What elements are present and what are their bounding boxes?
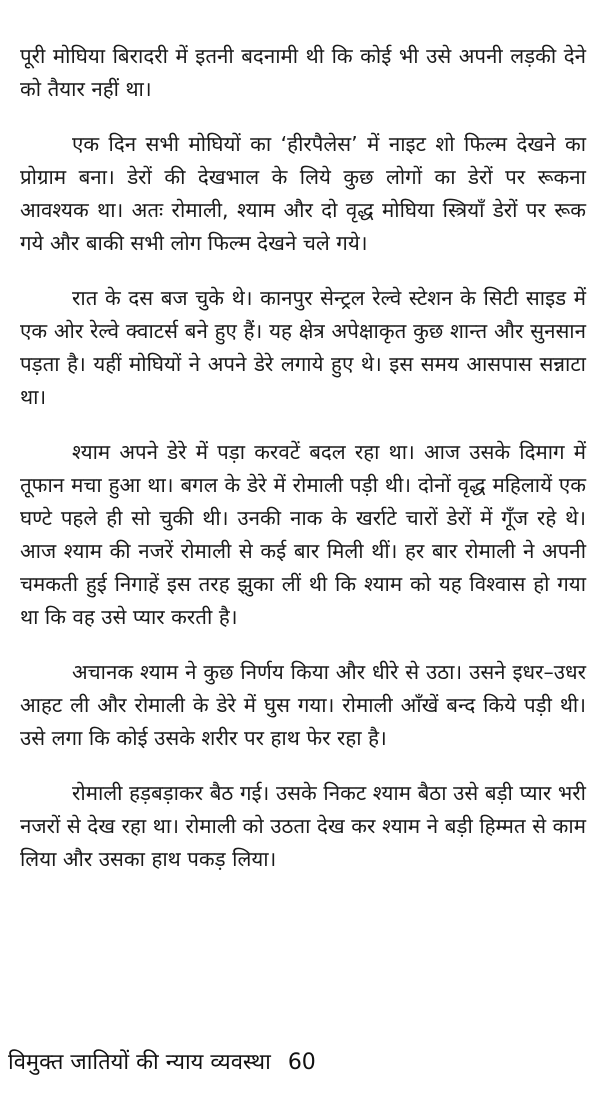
footer-book-title: विमुक्त जातियों की न्याय व्यवस्था	[8, 1050, 271, 1075]
paragraph-6: रोमाली हड़बड़ाकर बैठ गई। उसके निकट श्याम बैठा उसे बड़ी प्यार भरी नजरों से देख रहा था। रोमाली को उठता देख कर श्याम ने बड़ी हिम्मत से काम लिया और उसका हाथ पकड़ लिया।	[20, 781, 586, 871]
paragraph-2: एक दिन सभी मोघियों का ‘हीरपैलेस’ में नाइट शो फिल्म देखने का प्रोग्राम बना। डेरों की देखभाल के लिये कुछ लोगों का डेरों पर रूकना आवश्यक था। अतः रोमाली, श्याम और दो वृद्ध मोघिया स्त्रियाँ डेरों पर रूक गये और बाकी सभी लोग फिल्म देखने चले गये।	[20, 132, 586, 255]
paragraph-4: श्याम अपने डेरे में पड़ा करवटें बदल रहा था। आज उसके दिमाग में तूफान मचा हुआ था। बगल के डेरे में रोमाली पड़ी थी। दोनों वृद्ध महिलायें एक घण्टे पहले ही सो चुकी थी। उनकी नाक के खर्राटे चारों डेरों में गूँज रहे थे। आज श्याम की नजरें रोमाली से कई बार मिली थीं। हर बार रोमाली ने अपनी चमकती हुई निगाहें इस तरह झुका लीं थी कि श्याम को यह विश्वास हो गया था कि वह उसे प्यार करती है।	[20, 440, 586, 629]
paragraph-1: पूरी मोघिया बिरादरी में इतनी बदनामी थी कि कोई भी उसे अपनी लड़की देने को तैयार नहीं था।	[20, 44, 586, 101]
paragraph-5: अचानक श्याम ने कुछ निर्णय किया और धीरे से उठा। उसने इधर–उधर आहट ली और रोमाली के डेरे में घुस गया। रोमाली आँखें बन्द किये पड़ी थी। उसे लगा कि कोई उसके शरीर पर हाथ फेर रहा है।	[20, 660, 586, 750]
body-text	[20, 40, 586, 898]
page-number: 60	[287, 1050, 316, 1075]
page-footer	[8, 1048, 316, 1078]
paragraph-3: रात के दस बज चुके थे। कानपुर सेन्ट्रल रेल्वे स्टेशन के सिटी साइड में एक ओर रेल्वे क्वाटर्स बने हुए हैं। यह क्षेत्र अपेक्षाकृत कुछ शान्त और सुनसान पड़ता है। यहीं मोघियों ने अपने डेरे लगाये हुए थे। इस समय आसपास सन्नाटा था।	[20, 286, 586, 409]
